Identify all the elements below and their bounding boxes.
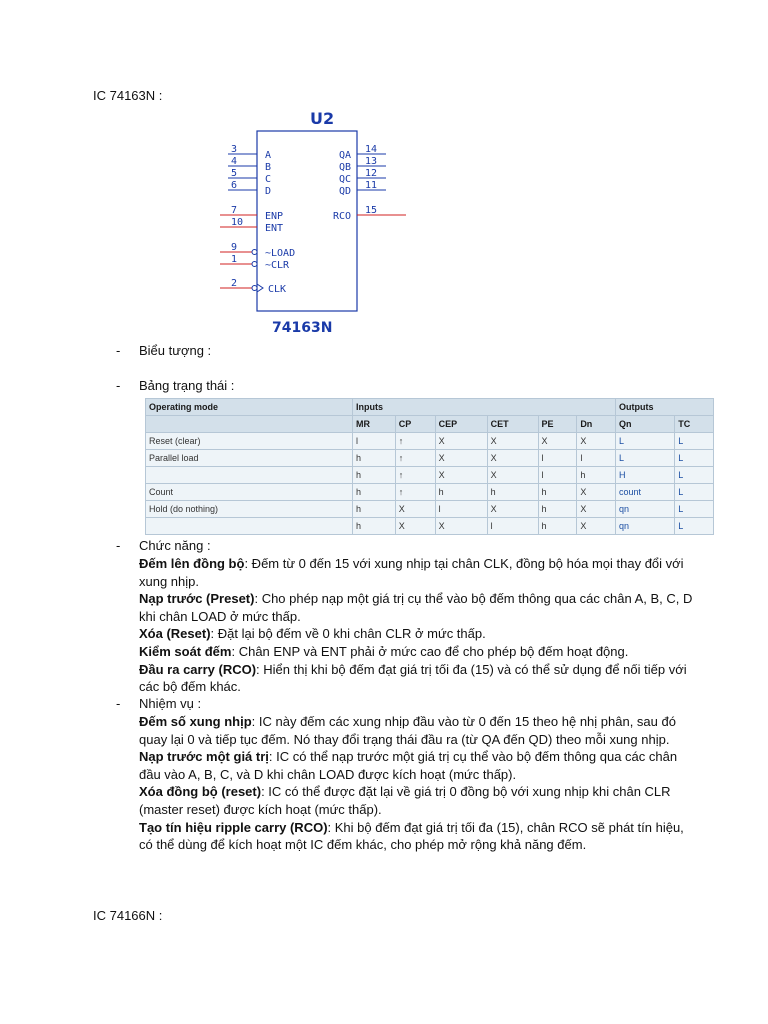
pin-label: RCO bbox=[332, 211, 351, 222]
pin-label: ~CLR bbox=[265, 260, 290, 271]
table-cell: l bbox=[353, 433, 396, 450]
list-item bbox=[139, 590, 699, 625]
table-cell: l bbox=[577, 450, 616, 467]
column-header: CP bbox=[395, 416, 435, 433]
list-item bbox=[139, 643, 699, 661]
inversion-bubble bbox=[252, 250, 257, 255]
pin-label: ~LOAD bbox=[265, 248, 296, 259]
pin-label: QC bbox=[338, 174, 351, 185]
item-text: : IC có thể nạp trước một giá trị cụ thể vào bộ đếm thông qua các chân đầu vào A, B, C, và D khi chân LOAD được kích hoạt (mức thấp). bbox=[139, 749, 678, 782]
bullet-task: Nhiệm vụ : bbox=[139, 696, 202, 711]
table-cell: h bbox=[487, 484, 538, 501]
mode-cell: Count bbox=[146, 484, 353, 501]
table-row bbox=[146, 467, 714, 484]
table-cell: ↑ bbox=[395, 467, 435, 484]
bullet-dash: - bbox=[116, 538, 121, 553]
bullet-state-table: Bảng trạng thái : bbox=[139, 378, 235, 393]
table-cell: L bbox=[675, 467, 714, 484]
table-cell: h bbox=[353, 467, 396, 484]
mode-cell bbox=[146, 467, 353, 484]
table-cell: qn bbox=[616, 501, 675, 518]
list-item bbox=[139, 819, 699, 854]
list-item bbox=[139, 555, 699, 590]
table-cell: L bbox=[675, 501, 714, 518]
pin-number: 4 bbox=[231, 156, 238, 167]
pin-number: 14 bbox=[365, 144, 378, 155]
pin-number: 1 bbox=[231, 254, 238, 265]
table-cell: h bbox=[353, 501, 396, 518]
group-header-inputs: Inputs bbox=[353, 399, 616, 416]
item-title: Đầu ra carry (RCO) bbox=[139, 661, 257, 677]
mode-cell: Parallel load bbox=[146, 450, 353, 467]
pin-label: QA bbox=[338, 150, 351, 161]
item-text: : IC này đếm các xung nhịp đầu vào từ 0 đến 15 theo hệ nhị phân, sau đó quay lại 0 và tiếp tục đếm. Nó thay đổi trạng thái đầu ra (từ QA đến QD) theo mỗi xung nhịp. bbox=[139, 714, 676, 747]
table-cell: L bbox=[675, 433, 714, 450]
table-cell: X bbox=[435, 450, 487, 467]
item-title: Kiểm soát đếm bbox=[139, 643, 232, 659]
mode-cell: Reset (clear) bbox=[146, 433, 353, 450]
table-cell: l bbox=[487, 518, 538, 535]
pin-number: 15 bbox=[365, 205, 378, 216]
table-cell: X bbox=[395, 501, 435, 518]
table-body bbox=[146, 433, 714, 535]
pin-number: 2 bbox=[231, 278, 238, 289]
table-cell: X bbox=[577, 501, 616, 518]
pin-number: 5 bbox=[231, 168, 238, 179]
item-text: : Đặt lại bộ đếm về 0 khi chân CLR ở mức thấp. bbox=[210, 626, 486, 642]
table-cell: h bbox=[538, 501, 577, 518]
column-header: MR bbox=[353, 416, 396, 433]
table-group-header-row bbox=[146, 399, 714, 416]
inversion-bubble bbox=[252, 286, 257, 291]
table-cell: X bbox=[577, 484, 616, 501]
item-title: Nạp trước một giá trị bbox=[139, 749, 269, 765]
pin-number: 12 bbox=[365, 168, 378, 179]
table-cell: h bbox=[577, 467, 616, 484]
table-row bbox=[146, 450, 714, 467]
functions-list bbox=[139, 555, 699, 696]
pin-label: B bbox=[265, 162, 272, 173]
table-cell: qn bbox=[616, 518, 675, 535]
tasks-list bbox=[139, 713, 699, 854]
pin-label: A bbox=[265, 150, 272, 161]
table-cell: h bbox=[353, 450, 396, 467]
table-cell: h bbox=[353, 484, 396, 501]
table-cell: L bbox=[616, 433, 675, 450]
table-cell: X bbox=[538, 433, 577, 450]
group-header-outputs: Outputs bbox=[616, 399, 714, 416]
item-text: : Đếm từ 0 đến 15 với xung nhịp tại chân CLK, đồng bộ hóa mọi thay đổi với xung nhịp. bbox=[139, 556, 684, 589]
ic1-heading: IC 74163N : bbox=[93, 88, 163, 103]
pin-number: 10 bbox=[231, 217, 244, 228]
item-title: Xóa đồng bộ (reset) bbox=[139, 784, 262, 800]
pin-label: QD bbox=[338, 186, 351, 197]
pin-number: 9 bbox=[231, 242, 238, 253]
table-cell: h bbox=[435, 484, 487, 501]
column-header: CEP bbox=[435, 416, 487, 433]
table-cell: X bbox=[577, 433, 616, 450]
table-cell: L bbox=[675, 484, 714, 501]
schematic-part: 74163N bbox=[272, 320, 333, 336]
schematic-ref: U2 bbox=[310, 109, 335, 128]
bullet-dash: - bbox=[116, 696, 121, 711]
table-cell: X bbox=[395, 518, 435, 535]
list-item bbox=[139, 661, 699, 696]
pin-number: 13 bbox=[365, 156, 378, 167]
pin-number: 11 bbox=[365, 180, 378, 191]
pin-label: ENP bbox=[265, 211, 284, 222]
bullet-function: Chức năng : bbox=[139, 538, 211, 553]
table-cell: L bbox=[616, 450, 675, 467]
pin-number: 7 bbox=[231, 205, 238, 216]
column-header: Dn bbox=[577, 416, 616, 433]
item-text: : Cho phép nạp một giá trị cụ thể vào bộ đếm thông qua các chân A, B, C, D khi chân LOAD ở mức thấp. bbox=[139, 591, 693, 624]
group-header-mode: Operating mode bbox=[146, 399, 353, 416]
table-cell: h bbox=[538, 484, 577, 501]
item-text: : Chân ENP và ENT phải ở mức cao để cho phép bộ đếm hoạt động. bbox=[231, 643, 629, 659]
table-row bbox=[146, 484, 714, 501]
list-item bbox=[139, 783, 699, 818]
column-header: TC bbox=[675, 416, 714, 433]
right-pins bbox=[333, 144, 406, 222]
table-row bbox=[146, 501, 714, 518]
column-header: CET bbox=[487, 416, 538, 433]
table-cell: l bbox=[435, 501, 487, 518]
ic-74163n-schematic bbox=[220, 102, 420, 338]
table-cell: h bbox=[353, 518, 396, 535]
item-text: : Khi bộ đếm đạt giá trị tối đa (15), chân RCO sẽ phát tín hiệu, có thể dùng để kích hoạt một IC đếm khác, cho phép mở rộng khả năng đếm. bbox=[139, 819, 684, 853]
pin-label: C bbox=[265, 174, 272, 185]
pin-label: QB bbox=[338, 162, 351, 173]
table-cell: X bbox=[577, 518, 616, 535]
item-text: : Hiển thị khi bộ đếm đạt giá trị tối đa (15) và có thể sử dụng để nối tiếp với các bộ đếm khác. bbox=[139, 661, 687, 695]
ic2-heading: IC 74166N : bbox=[93, 908, 163, 923]
column-header: PE bbox=[538, 416, 577, 433]
table-cell: X bbox=[487, 467, 538, 484]
item-title: Xóa (Reset) bbox=[139, 626, 211, 642]
column-header-blank bbox=[146, 416, 353, 433]
inversion-bubble bbox=[252, 262, 257, 267]
table-cell: ↑ bbox=[395, 450, 435, 467]
list-item bbox=[139, 748, 699, 783]
table-cell: l bbox=[538, 450, 577, 467]
table-cell: count bbox=[616, 484, 675, 501]
table-cell: l bbox=[538, 467, 577, 484]
column-header: Qn bbox=[616, 416, 675, 433]
table-row bbox=[146, 433, 714, 450]
item-text: : IC có thể được đặt lại về giá trị 0 đồng bộ với xung nhịp khi chân CLR (master reset) được kích hoạt (mức thấp). bbox=[139, 784, 671, 817]
table-cell: L bbox=[675, 518, 714, 535]
pin-number: 6 bbox=[231, 180, 238, 191]
table-column-header-row bbox=[146, 416, 714, 433]
pin-label: ENT bbox=[265, 223, 284, 234]
item-title: Đếm lên đồng bộ bbox=[139, 556, 245, 571]
pin-label: D bbox=[265, 186, 272, 197]
table-cell: ↑ bbox=[395, 484, 435, 501]
mode-cell: Hold (do nothing) bbox=[146, 501, 353, 518]
table-cell: X bbox=[435, 467, 487, 484]
table-cell: X bbox=[487, 501, 538, 518]
bullet-dash: - bbox=[116, 343, 121, 358]
bullet-symbol: Biểu tượng : bbox=[139, 343, 212, 358]
state-table bbox=[145, 398, 714, 535]
table-row bbox=[146, 518, 714, 535]
bullet-dash: - bbox=[116, 378, 121, 393]
pin-number: 3 bbox=[231, 144, 238, 155]
table-cell: X bbox=[435, 433, 487, 450]
list-item bbox=[139, 713, 699, 748]
table-cell: H bbox=[616, 467, 675, 484]
table-cell: X bbox=[487, 450, 538, 467]
mode-cell bbox=[146, 518, 353, 535]
table-cell: h bbox=[538, 518, 577, 535]
item-title: Tạo tín hiệu ripple carry (RCO) bbox=[139, 819, 328, 835]
item-title: Đếm số xung nhịp bbox=[139, 714, 252, 729]
item-title: Nạp trước (Preset) bbox=[139, 591, 255, 607]
list-item bbox=[139, 625, 699, 643]
table-cell: X bbox=[487, 433, 538, 450]
table-cell: L bbox=[675, 450, 714, 467]
table-cell: X bbox=[435, 518, 487, 535]
pin-label: CLK bbox=[268, 284, 287, 295]
table-cell: ↑ bbox=[395, 433, 435, 450]
